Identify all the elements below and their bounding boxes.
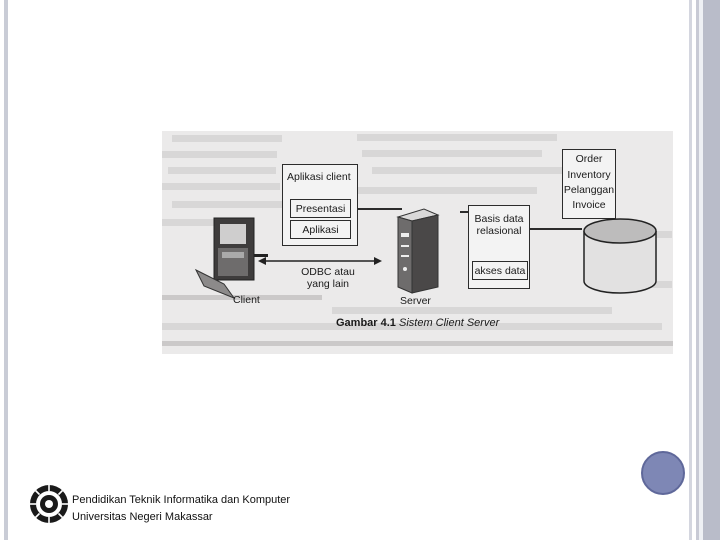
figure-number: Gambar 4.1 xyxy=(336,317,396,329)
aplikasi-label: Aplikasi xyxy=(302,224,339,236)
db-storage-connector xyxy=(530,228,582,230)
decorative-circle xyxy=(641,451,685,495)
client-app-title: Aplikasi client xyxy=(287,171,351,183)
odbc-label-line1: ODBC atau xyxy=(301,266,355,278)
table-pelanggan: Pelanggan xyxy=(563,184,615,196)
university-logo xyxy=(28,483,70,525)
odbc-label-line2: yang lain xyxy=(306,278,350,290)
right-decorative-border xyxy=(689,0,720,540)
table-inventory: Inventory xyxy=(567,169,611,181)
footer-line-2: Universitas Negeri Makassar xyxy=(72,511,213,523)
table-invoice: Invoice xyxy=(572,199,606,211)
left-rule xyxy=(4,0,8,540)
figure-title: Sistem Client Server xyxy=(398,317,500,329)
server-icon xyxy=(394,205,442,295)
footer-line-1: Pendidikan Teknik Informatika dan Komputer xyxy=(72,494,291,506)
server-db-connector xyxy=(460,211,468,213)
database-cylinder-icon xyxy=(580,217,660,299)
figure-caption xyxy=(336,317,499,329)
server-label: Server xyxy=(400,295,431,307)
client-label: Client xyxy=(233,294,260,306)
relational-db-label: Basis data relasional xyxy=(474,213,524,237)
client-server-figure xyxy=(162,131,673,354)
akses-data-label: akses data xyxy=(474,265,526,277)
presentasi-label: Presentasi xyxy=(295,203,346,215)
table-order: Order xyxy=(575,153,603,165)
